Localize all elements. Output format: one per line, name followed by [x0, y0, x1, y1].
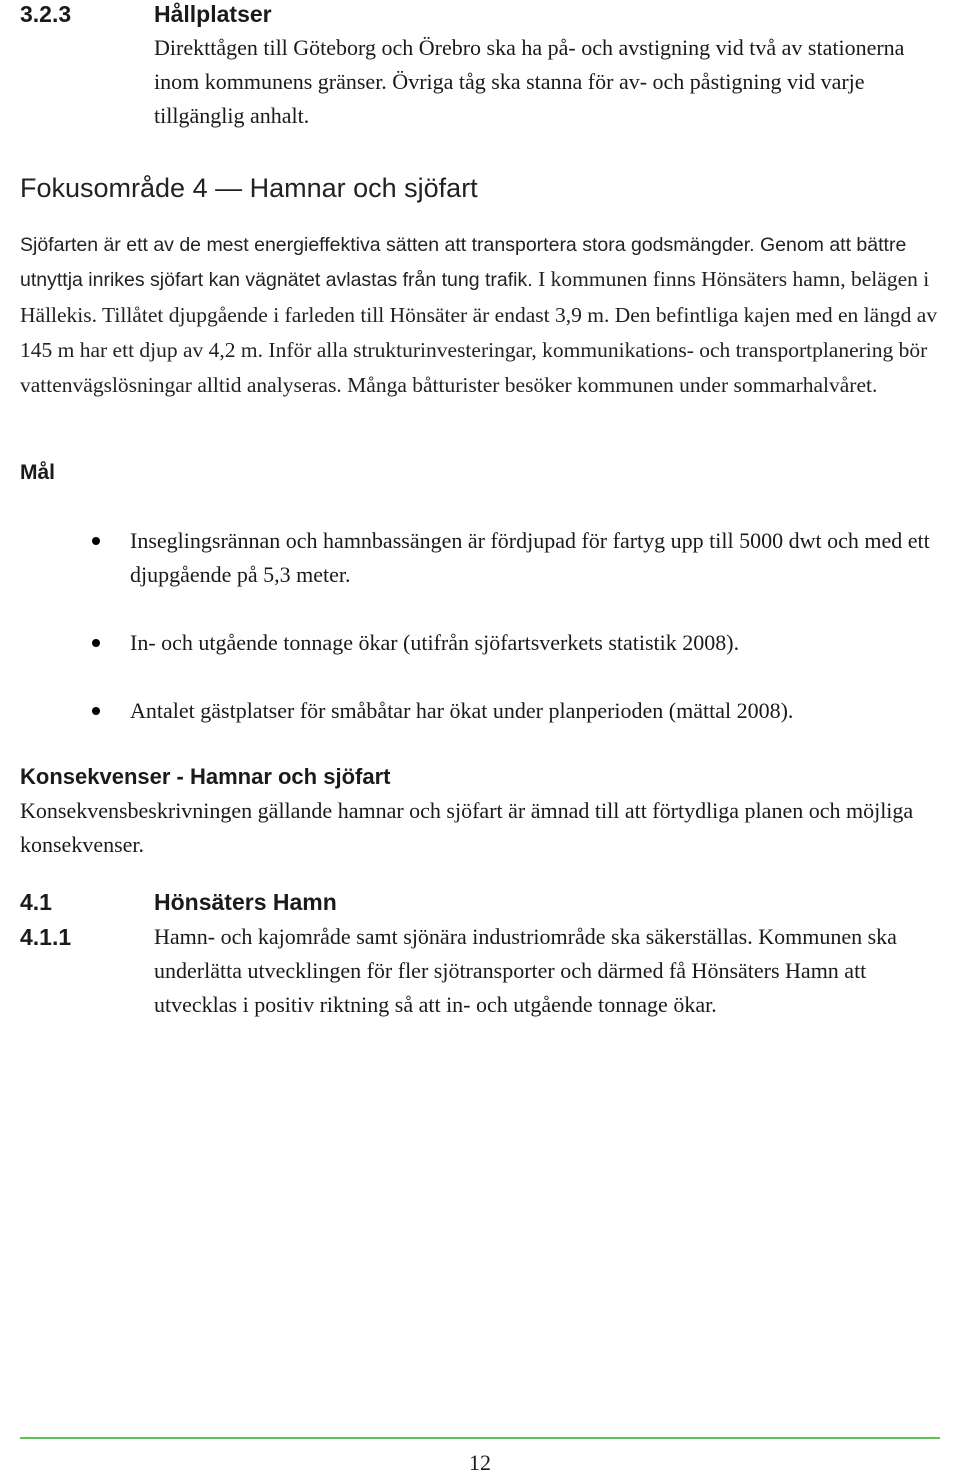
fokus-title: Fokusområde 4 — Hamnar och sjöfart [20, 173, 478, 203]
list-item [92, 694, 952, 728]
bullet-icon [92, 639, 100, 647]
section-number-4-1-1: 4.1.1 [20, 924, 72, 950]
footer-divider [20, 1437, 940, 1439]
bullet-icon [92, 707, 100, 715]
fokus-paragraph-sans: Sjöfarten är ett av de mest energieffektiva sätten att transportera stora godsmängder. Genom att bättre utnyttja inrikes sjöfart kan vägnätet avlastas från tung trafik. [20, 234, 907, 292]
konsekvenser-paragraph: Konsekvensbeskrivningen gällande hamnar och sjöfart är ämnad till att förtydliga planen och möjliga konsekvenser. [20, 798, 914, 857]
goals-heading: Mål [20, 461, 56, 484]
goal-text: Inseglingsrännan och hamnbassängen är fördjupad för fartyg upp till 5000 dwt och med ett djupgående på 5,3 meter. [130, 528, 930, 587]
list-item [92, 626, 952, 660]
section-number-3-2-3: 3.2.3 [20, 1, 72, 27]
konsekvenser-title: Konsekvenser - Hamnar och sjöfart [20, 764, 391, 789]
section-title-hallplatser: Hållplatser [154, 1, 272, 27]
list-item [92, 524, 952, 592]
section-number-4-1: 4.1 [20, 889, 52, 915]
page-number: 12 [469, 1450, 491, 1475]
goal-text: In- och utgående tonnage ökar (utifrån sjöfartsverkets statistik 2008). [130, 630, 740, 655]
goal-text: Antalet gästplatser för småbåtar har ökat under planperioden (mättal 2008). [130, 698, 794, 723]
section-4-1-1-paragraph: Hamn- och kajområde samt sjönära industriområde ska säkerställas. Kommunen ska underlätta utvecklingen för fler sjötransporter och därmed få Hönsäters Hamn att utvecklas i positiv riktning så att in- och utgående tonnage ökar. [154, 924, 897, 1017]
fokus-paragraph-serif: I kommunen finns Hönsäters hamn, belägen i Hällekis. Tillåtet djupgående i farleden till Hönsäter är endast 3,9 m. Den befintliga kajen med en längd av 145 m har ett djup av 4,2 m. Inför alla strukturinvesteringar, kommunikations- och transportplanering bör vattenvägslösningar alltid analyseras. Många båtturister besöker kommunen under sommarhalvåret. [20, 267, 938, 398]
hallplatser-paragraph: Direkttågen till Göteborg och Örebro ska ha på- och avstigning vid två av stationerna inom kommunens gränser. Övriga tåg ska stanna för av- och påstigning vid varje tillgänglig anhalt. [154, 35, 905, 128]
fokus-paragraph [20, 228, 950, 403]
bullet-icon [92, 537, 100, 545]
goals-list [92, 524, 952, 762]
section-title-honsaters-hamn: Hönsäters Hamn [154, 889, 337, 915]
